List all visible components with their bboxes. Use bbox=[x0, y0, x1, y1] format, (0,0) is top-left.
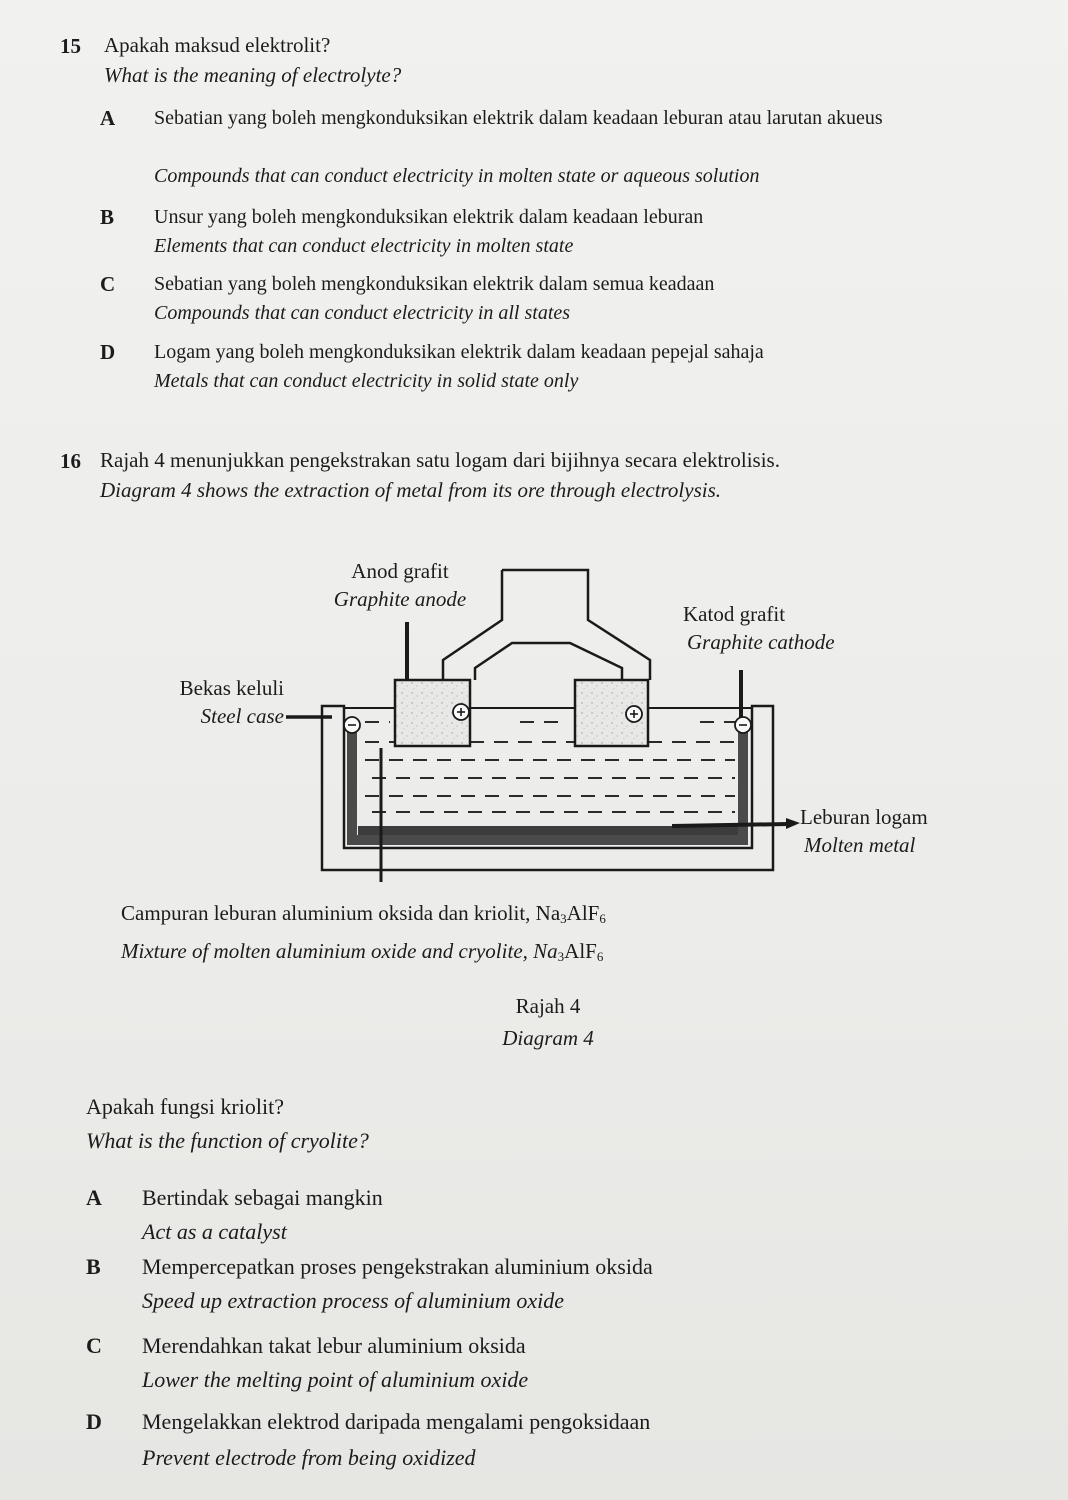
question-16-number: 16 bbox=[60, 449, 81, 473]
option-letter: C bbox=[86, 1333, 102, 1358]
option-letter: B bbox=[100, 205, 115, 229]
option-letter: D bbox=[100, 340, 116, 364]
option-text-en: Speed up extraction process of aluminium oxide bbox=[142, 1288, 564, 1313]
option-text-ms: Logam yang boleh mengkonduksikan elektrik dalam keadaan pepejal sahaja bbox=[154, 341, 764, 363]
steel-case-label-ms: Bekas keluli bbox=[179, 676, 284, 700]
question-16-prompt-ms: Apakah fungsi kriolit? bbox=[86, 1094, 284, 1119]
anode-label-ms: Anod grafit bbox=[351, 559, 449, 583]
diagram-title-ms: Rajah 4 bbox=[515, 994, 581, 1018]
cathode-negative-sign bbox=[344, 717, 360, 733]
question-16-option-c[interactable] bbox=[86, 1329, 936, 1395]
option-text-en: Elements that can conduct electricity in molten state bbox=[154, 235, 574, 257]
diagram-title-en: Diagram 4 bbox=[502, 1026, 594, 1050]
question-16-stem-en: Diagram 4 shows the extraction of metal from its ore through electrolysis. bbox=[100, 478, 722, 502]
option-text-ms: Merendahkan takat lebur aluminium oksida bbox=[142, 1333, 526, 1358]
option-letter: B bbox=[86, 1254, 101, 1279]
option-text-ms: Mengelakkan elektrod daripada mengalami pengoksidaan bbox=[142, 1409, 651, 1434]
steel-case-label-en: Steel case bbox=[200, 704, 284, 728]
option-text-en: Lower the melting point of aluminium oxide bbox=[142, 1367, 529, 1392]
question-15-number: 15 bbox=[60, 34, 81, 58]
cathode-label-ms: Katod grafit bbox=[683, 602, 786, 626]
molten-metal-label-ms: Leburan logam bbox=[800, 805, 928, 829]
mixture-caption bbox=[121, 897, 606, 973]
steel-case-outer bbox=[322, 706, 773, 870]
option-text-ms: Mempercepatkan proses pengekstrakan aluminium oksida bbox=[142, 1254, 653, 1279]
option-text-en: Act as a catalyst bbox=[142, 1219, 287, 1244]
option-letter: C bbox=[100, 272, 116, 296]
cathode-label-en: Graphite cathode bbox=[687, 630, 835, 654]
molten-metal-arrowhead bbox=[786, 818, 800, 829]
anode-label-en: Graphite anode bbox=[333, 587, 467, 611]
option-text-en: Prevent electrode from being oxidized bbox=[142, 1445, 476, 1470]
option-text-en: Compounds that can conduct electricity in molten state or aqueous solution bbox=[154, 165, 760, 187]
question-16-option-a[interactable] bbox=[86, 1181, 936, 1247]
option-letter: D bbox=[86, 1409, 102, 1434]
question-16-stem-ms: Rajah 4 menunjukkan pengekstrakan satu logam dari bijihnya secara elektrolisis. bbox=[100, 448, 780, 472]
option-text-ms: Sebatian yang boleh mengkonduksikan elektrik dalam semua keadaan bbox=[154, 273, 715, 295]
option-text-en: Compounds that can conduct electricity in all states bbox=[154, 302, 571, 324]
question-16-option-d[interactable] bbox=[86, 1405, 936, 1475]
molten-metal-label-en: Molten metal bbox=[804, 833, 916, 857]
mixture-caption-en: Mixture of molten aluminium oxide and cryolite, $Na_3AlF_6$ bbox=[121, 939, 604, 964]
diagram-title bbox=[448, 990, 648, 1054]
anode-positive-sign bbox=[453, 704, 469, 720]
question-15-stem-ms: Apakah maksud elektrolit? bbox=[104, 33, 331, 57]
molten-metal-pointer bbox=[672, 824, 788, 826]
option-text-ms: Bertindak sebagai mangkin bbox=[142, 1185, 383, 1210]
question-16-option-b[interactable] bbox=[86, 1250, 936, 1316]
option-text-ms: Sebatian yang boleh mengkonduksikan elektrik dalam keadaan leburan atau larutan akueus bbox=[154, 107, 883, 129]
question-15-stem-en: What is the meaning of electrolyte? bbox=[104, 63, 402, 87]
cathode-negative-sign bbox=[735, 717, 751, 733]
option-text-en: Metals that can conduct electricity in solid state only bbox=[154, 370, 579, 392]
anode-support-frame bbox=[443, 570, 650, 680]
anode-positive-sign bbox=[626, 706, 642, 722]
question-16-prompt-en: What is the function of cryolite? bbox=[86, 1128, 369, 1153]
mixture-caption-ms: Campuran leburan aluminium oksida dan kriolit, $Na_3AlF_6$ bbox=[121, 901, 606, 926]
option-letter: A bbox=[86, 1185, 102, 1210]
question-16-prompt bbox=[86, 1090, 369, 1158]
option-letter: A bbox=[100, 106, 116, 130]
option-text-ms: Unsur yang boleh mengkonduksikan elektrik dalam keadaan leburan bbox=[154, 206, 704, 228]
